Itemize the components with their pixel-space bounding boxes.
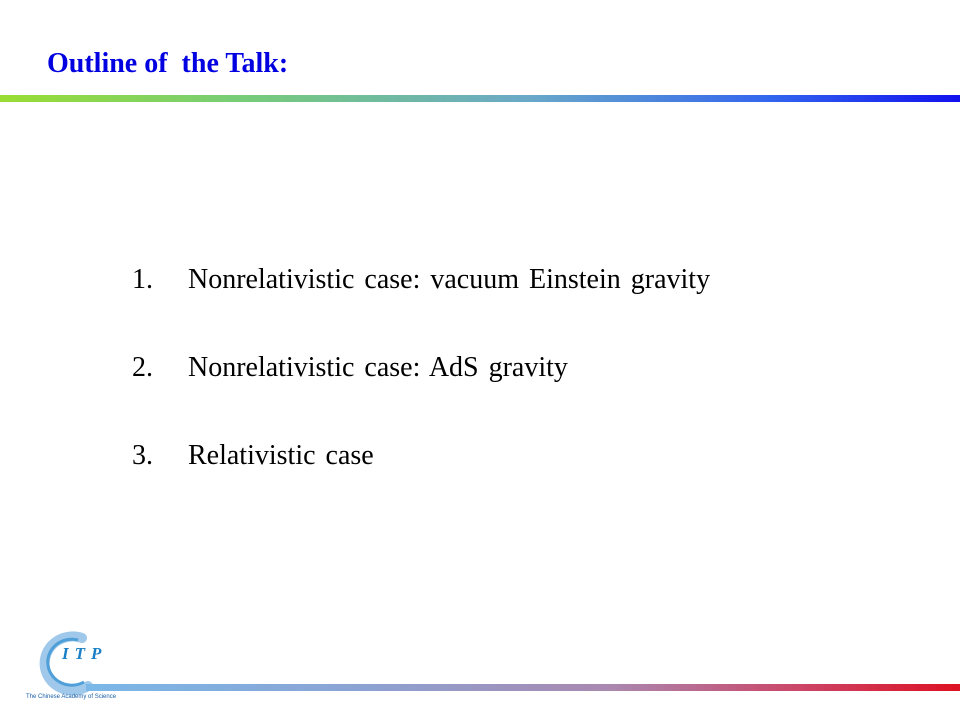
list-item-number: 3.	[132, 440, 153, 471]
footer-bar	[86, 684, 960, 691]
list-item-number: 2.	[132, 352, 153, 383]
slide-title: Outline of the Talk:	[47, 48, 289, 79]
list-item	[72, 302, 710, 383]
outline-list	[72, 214, 710, 478]
list-item	[72, 390, 710, 471]
logo-caption: The Chinese Academy of Science	[26, 694, 117, 700]
title-underline-bar	[0, 95, 960, 102]
list-item-number: 1.	[132, 264, 153, 295]
list-item-text: Nonrelativistic case: vacuum Einstein gravity	[188, 264, 711, 295]
list-item-text: Relativistic case	[188, 440, 374, 471]
logo-letters: ITP	[62, 644, 108, 663]
list-item-text: Nonrelativistic case: AdS gravity	[188, 352, 568, 383]
list-item	[72, 214, 711, 295]
